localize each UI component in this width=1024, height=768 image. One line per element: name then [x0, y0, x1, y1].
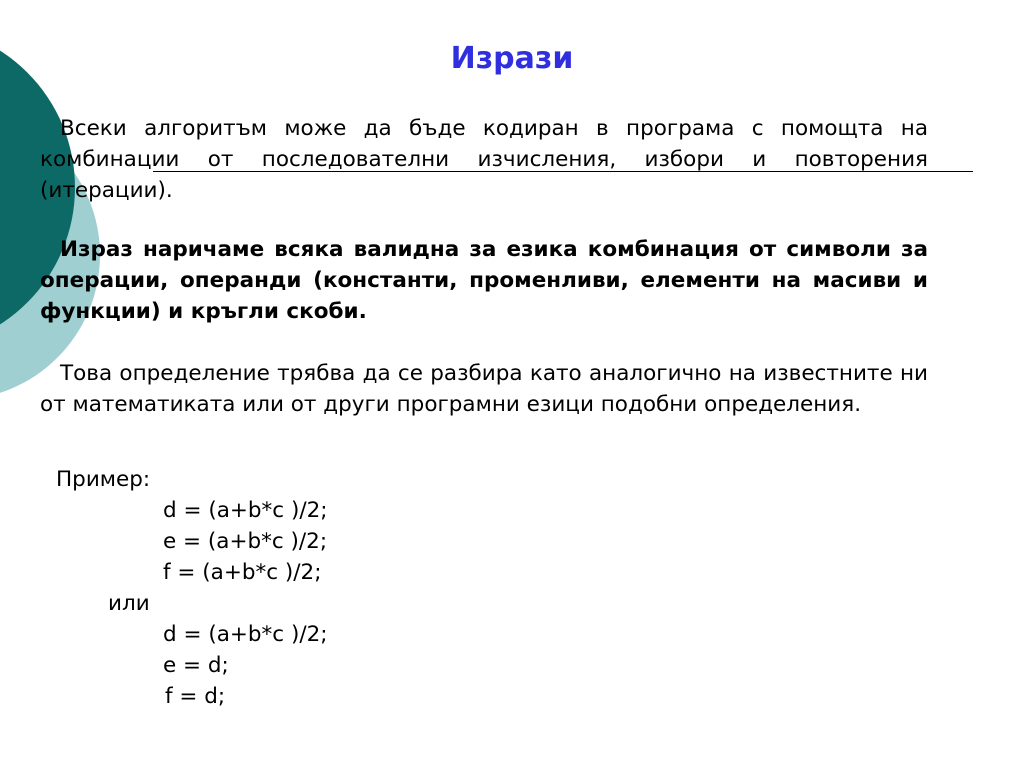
slide-title: Изрази: [450, 41, 574, 76]
example-line-d: d = (a+b*c )/2;: [163, 498, 328, 523]
example-line-e-alt: e = d;: [163, 653, 229, 678]
paragraph-algorithm: Всеки алгоритъм може да бъде кодиран в програма с помощта на комбинации от последователни изчисления, избори и повторения (итерации).: [40, 116, 928, 203]
example-or-label: или: [108, 591, 150, 616]
example-line-f: f = (a+b*c )/2;: [163, 560, 322, 585]
example-line-d-alt: d = (a+b*c )/2;: [163, 622, 328, 647]
paragraph-expression-definition: Израз наричаме всяка валидна за езика комбинация от символи за операции, операнди (константи, променливи, елементи на масиви и функции) и кръгли скоби.: [40, 237, 928, 324]
example-label: Пример:: [56, 467, 151, 492]
paragraph-analogy: Това определение трябва да се разбира като аналогично на известните ни от математиката или от други програмни езици подобни определения.: [40, 361, 928, 417]
example-line-f-alt: f = d;: [165, 684, 226, 709]
example-line-e: e = (a+b*c )/2;: [163, 529, 328, 554]
